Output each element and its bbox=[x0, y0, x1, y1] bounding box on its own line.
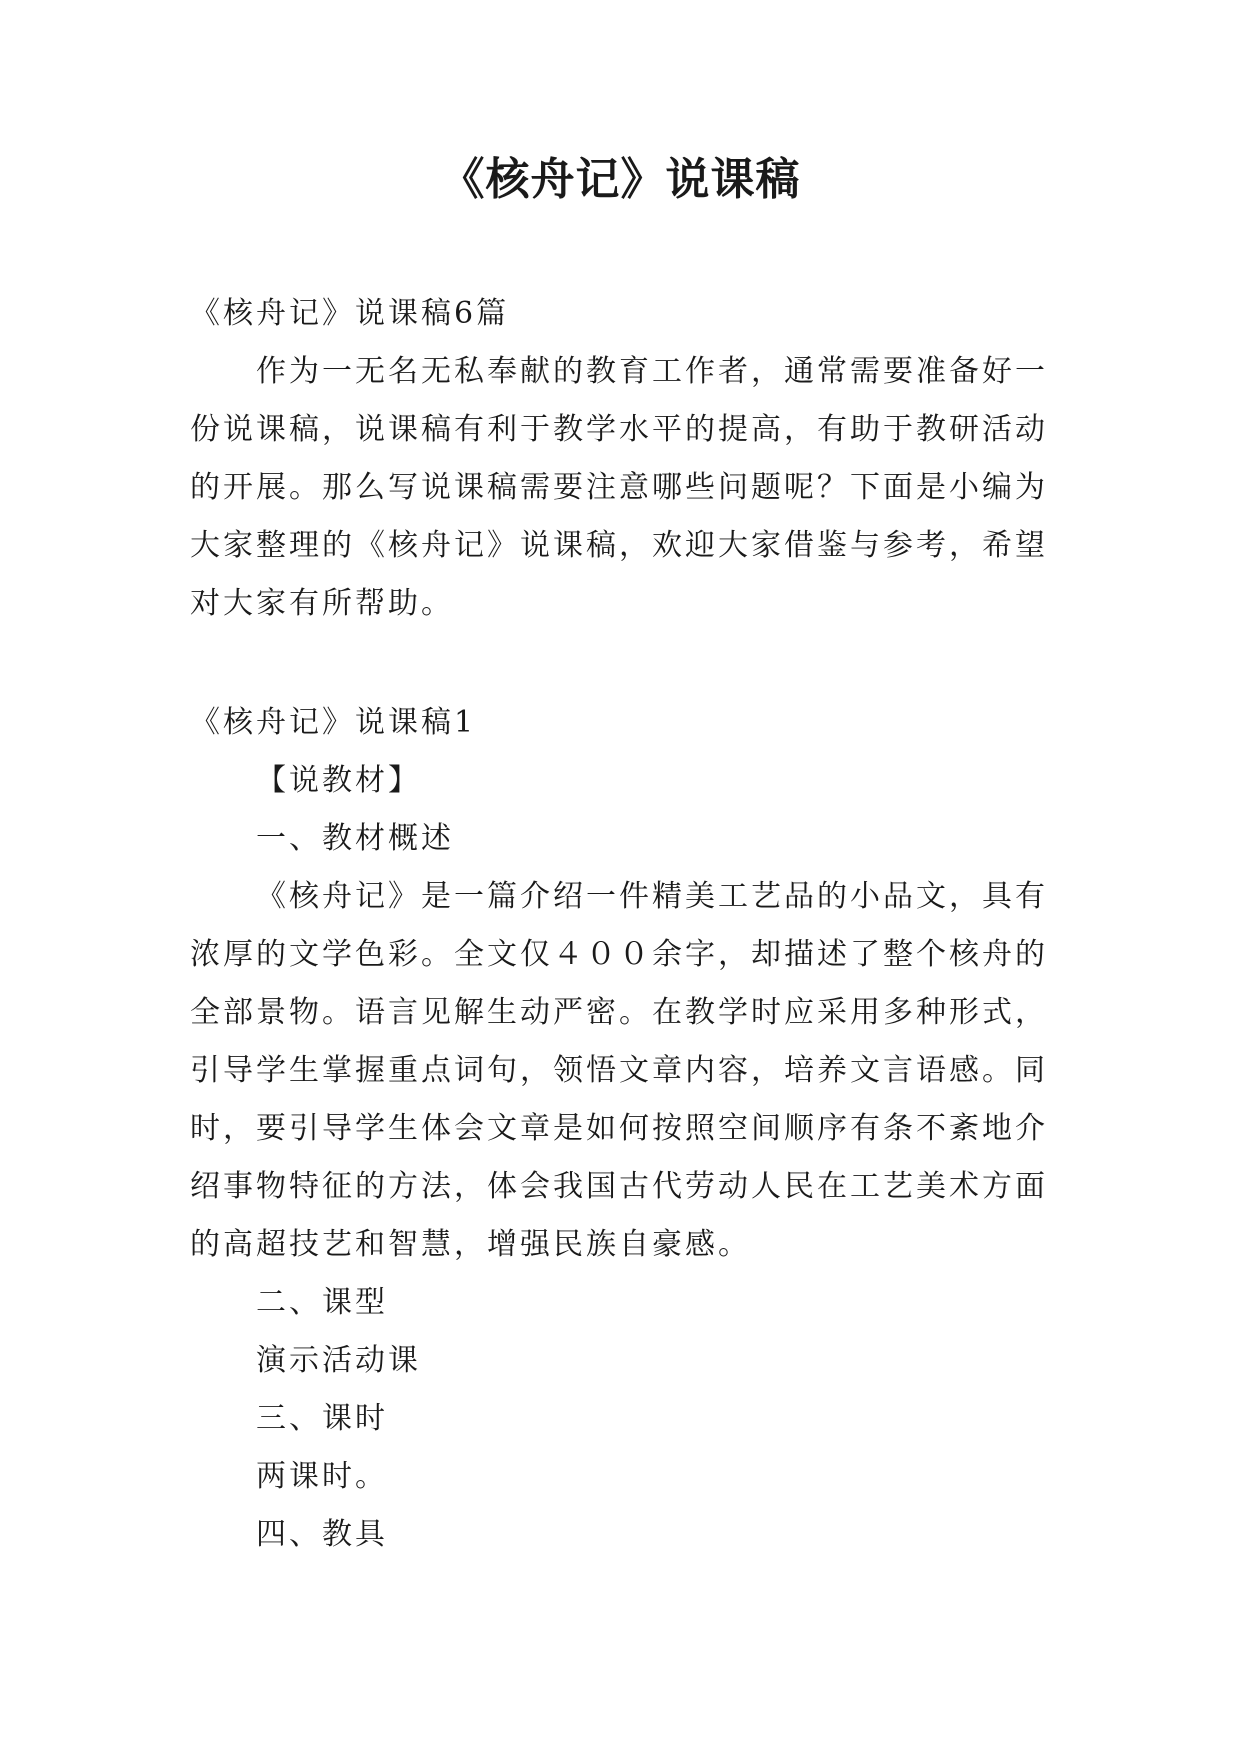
intro-paragraph-line: 份说课稿，说课稿有利于教学水平的提高，有助于教研活动 bbox=[190, 412, 1048, 447]
subsection-paragraph-line: 《核舟记》是一篇介绍一件精美工艺品的小品文，具有 bbox=[256, 879, 1048, 914]
subsection-paragraph-line: 引导学生掌握重点词句，领悟文章内容，培养文言语感。同 bbox=[190, 1053, 1048, 1088]
intro-paragraph-line: 大家整理的《核舟记》说课稿，欢迎大家借鉴与参考，希望 bbox=[190, 528, 1048, 563]
subsection-paragraph-line: 全部景物。语言见解生动严密。在教学时应采用多种形式， bbox=[190, 995, 1048, 1030]
intro-paragraph-line: 的开展。那么写说课稿需要注意哪些问题呢？下面是小编为 bbox=[190, 470, 1048, 505]
intro-paragraph-line: 对大家有所帮助。 bbox=[190, 586, 454, 621]
intro-paragraph-line: 作为一无名无私奉献的教育工作者，通常需要准备好一 bbox=[256, 354, 1048, 389]
subsection-text: 两课时。 bbox=[256, 1459, 388, 1494]
section-label: 【说教材】 bbox=[256, 763, 421, 798]
subsection-text: 演示活动课 bbox=[256, 1343, 421, 1378]
subsection-heading: 三、课时 bbox=[256, 1401, 388, 1436]
subsection-paragraph-line: 时，要引导学生体会文章是如何按照空间顺序有条不紊地介 bbox=[190, 1111, 1048, 1146]
subsection-paragraph-line: 浓厚的文学色彩。全文仅４００余字，却描述了整个核舟的 bbox=[190, 937, 1048, 972]
section-1-block bbox=[190, 694, 1060, 1564]
section-heading: 《核舟记》说课稿1 bbox=[190, 705, 477, 740]
subsection-heading: 四、教具 bbox=[256, 1517, 388, 1552]
intro-block bbox=[190, 285, 1060, 633]
subsection-heading: 一、教材概述 bbox=[256, 821, 454, 856]
document-title: 《核舟记》说课稿 bbox=[440, 154, 801, 205]
subsection-paragraph-line: 的高超技艺和智慧，增强民族自豪感。 bbox=[190, 1227, 751, 1262]
subsection-paragraph-line: 绍事物特征的方法，体会我国古代劳动人民在工艺美术方面 bbox=[190, 1169, 1048, 1204]
subsection-heading: 二、课型 bbox=[256, 1285, 388, 1320]
intro-subtitle: 《核舟记》说课稿6篇 bbox=[190, 296, 510, 331]
